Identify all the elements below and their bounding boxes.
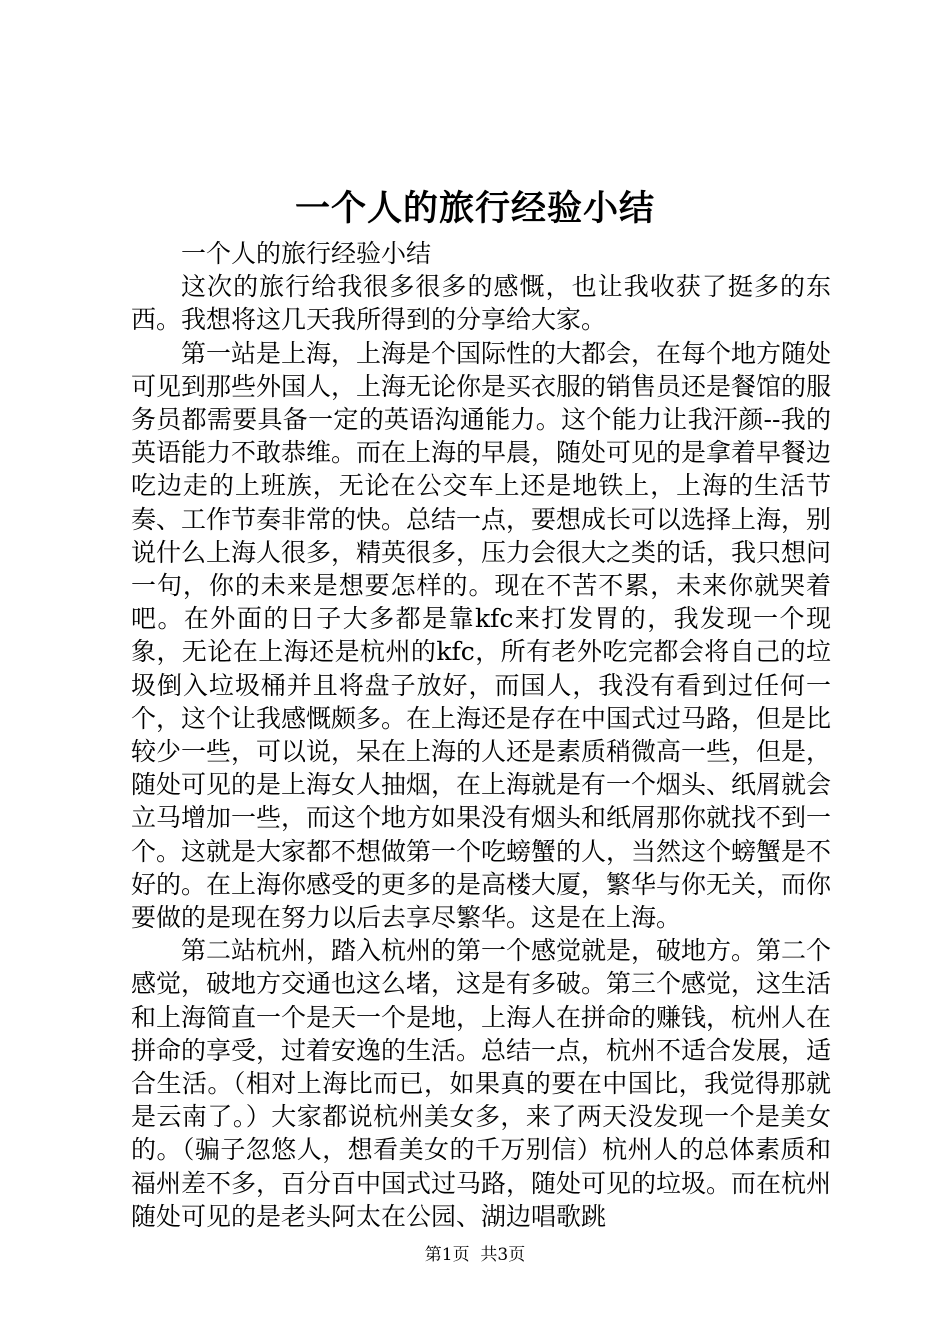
document-body [131, 237, 831, 1233]
paragraph-subtitle: 一个人的旅行经验小结 [181, 239, 432, 268]
paragraph-intro: 这次的旅行给我很多很多的感慨，也让我收获了挺多的东西。我想将这几天我所得到的分享给大家。 [131, 272, 831, 335]
paragraph-shanghai: 第一站是上海，上海是个国际性的大都会，在每个地方随处可见到那些外国人，上海无论你是买衣服的销售员还是餐馆的服务员都需要具备一定的英语沟通能力。这个能力让我汗颜--我的英语能力不敢恭维。而在上海的早晨，随处可见的是拿着早餐边吃边走的上班族，无论在公交车上还是地铁上，上海的生活节奏、工作节奏非常的快。总结一点，要想成长可以选择上海，别说什么上海人很多，精英很多，压力会很大之类的话，我只想问一句，你的未来是想要怎样的。现在不苦不累，未来你就哭着吧。在外面的日子大多都是靠kfc来打发胃的，我发现一个现象，无论在上海还是杭州的kfc，所有老外吃完都会将自己的垃圾倒入垃圾桶并且将盘子放好，而国人，我没有看到过任何一个，这个让我感慨颇多。在上海还是存在中国式过马路，但是比较少一些，可以说，呆在上海的人还是素质稍微高一些，但是，随处可见的是上海女人抽烟，在上海就是有一个烟头、纸屑就会立马增加一些，而这个地方如果没有烟头和纸屑那你就找不到一个。这就是大家都不想做第一个吃螃蟹的人，当然这个螃蟹是不好的。在上海你感受的更多的是高楼大厦，繁华与你无关，而你要做的是现在努力以后去享尽繁华。这是在上海。 [131, 338, 832, 933]
paragraph-hangzhou: 第二站杭州，踏入杭州的第一个感觉就是，破地方。第二个感觉，破地方交通也这么堵，这是有多破。第三个感觉，这生活和上海简直一个是天一个是地，上海人在拼命的赚钱，杭州人在拼命的享受，过着安逸的生活。总结一点，杭州不适合发展，适合生活。（相对上海比而已，如果真的要在中国比，我觉得那就是云南了。）大家都说杭州美女多，来了两天没发现一个是美女的。（骗子忽悠人，想看美女的千万别信）杭州人的总体素质和福州差不多，百分百中国式过马路，随处可见的垃圾。而在杭州随处可见的是老头阿太在公园、湖边唱歌跳 [131, 936, 832, 1231]
page-footer: 第1页 共3页 [424, 1245, 526, 1265]
document-title: 一个人的旅行经验小结 [294, 188, 655, 229]
